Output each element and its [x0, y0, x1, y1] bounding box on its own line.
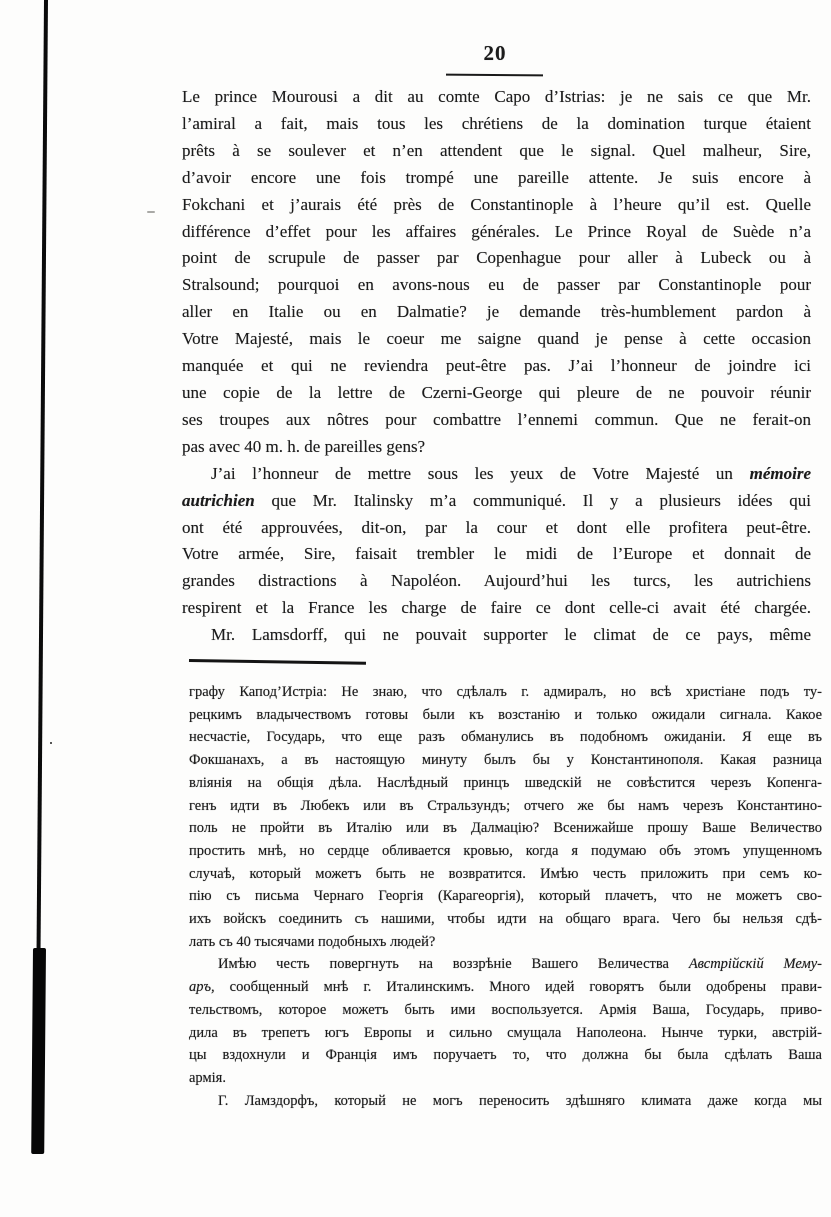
- text-segment: point de scrupule de passer par Copenhague pour aller à Lubeck ou à: [182, 248, 811, 268]
- text-line: [189, 931, 822, 954]
- russian-footnote-block: [189, 681, 822, 1112]
- text-line: [189, 863, 822, 886]
- text-line: [182, 407, 811, 434]
- text-segment: ont été approuvées, dit-on, par la cour et dont elle profitera peut-être.: [182, 517, 811, 537]
- text-segment: Имѣю честь повергнуть на воззрѣніе Вашего Величества: [218, 956, 689, 973]
- text-segment: pas avec 40 m. h. de pareilles gens?: [182, 436, 426, 456]
- text-segment: ихъ войскъ соединить съ нашими, чтобы идти на общаго врага. Чего бы нельзя сдѣ-: [189, 911, 822, 928]
- text-segment: Фокшанахъ, а въ настоящую минуту былъ бы у Константинополя. Какая разница: [189, 752, 822, 769]
- text-line: [182, 219, 811, 246]
- text-segment: графу Капод’Истріа: Не знаю, что сдѣлалъ г. адмиралъ, но всѣ христіане подъ ту-: [189, 684, 822, 700]
- text-segment: différence d’effet pour les affaires générales. Le Prince Royal de Suède n’a: [182, 221, 811, 241]
- text-segment: ses troupes aux nôtres pour combattre l’ennemi commun. Que ne ferait-on: [182, 409, 811, 429]
- ink-speck: [50, 742, 52, 744]
- text-line: [189, 953, 822, 976]
- text-line: [182, 488, 811, 515]
- text-line: [189, 885, 822, 908]
- binding-edge-artifact-thick: [31, 948, 46, 1154]
- text-segment: Votre armée, Sire, faisait trembler le midi de l’Europe et donnait de: [182, 544, 811, 564]
- text-segment: prêts à se soulever et n’en attendent que le signal. Quel malheur, Sire,: [182, 140, 811, 160]
- text-segment: дила въ трепетъ югъ Европы и сильно смущала Наполеона. Нынче турки, австрій-: [189, 1024, 822, 1041]
- text-line: [189, 749, 822, 772]
- emphasized-text: mémoire: [749, 463, 811, 483]
- text-line: [189, 795, 822, 818]
- text-line: [189, 1090, 822, 1113]
- text-segment: d’avoir encore une fois trompé une pareille attente. Je suis encore à: [182, 167, 811, 187]
- text-line: [182, 272, 811, 299]
- text-line: [189, 726, 822, 749]
- emphasized-text: autrichien: [182, 490, 255, 510]
- text-segment: Fokchani et j’aurais été près de Constantinople à l’heure qu’il est. Quelle: [182, 194, 811, 214]
- text-line: [182, 461, 811, 488]
- emphasized-text: Австрійскій Мему-: [688, 956, 823, 973]
- text-line: [189, 908, 822, 931]
- page-number: 20: [483, 41, 507, 65]
- text-segment: сообщенный мнѣ г. Италинскимъ. Много идей говорятъ были одобрены прави-: [214, 979, 822, 996]
- text-line: [189, 1067, 822, 1090]
- text-line: [182, 541, 811, 568]
- text-segment: Votre Majesté, mais le coeur me saigne quand je pense à cette occasion: [182, 329, 811, 349]
- text-line: [182, 515, 811, 542]
- text-line: [189, 1044, 822, 1067]
- text-line: [189, 772, 822, 795]
- text-line: [182, 622, 811, 649]
- text-line: [182, 568, 811, 595]
- text-segment: случаѣ, который можетъ быть не возвратится. Имѣю честь приложить при семъ ко-: [189, 865, 822, 882]
- text-line: [189, 681, 822, 704]
- text-line: [182, 595, 811, 622]
- text-segment: цы вздохнули и Франція имъ поручаетъ то, что должна бы была сдѣлать Ваша: [189, 1047, 822, 1064]
- text-line: [182, 245, 811, 272]
- text-line: [182, 380, 811, 407]
- text-segment: несчастіе, Государь, что еще разъ обманулись въ подобномъ ожиданіи. Я еще въ: [189, 729, 822, 746]
- text-line: [182, 84, 811, 111]
- text-line: [182, 165, 811, 192]
- text-line: [182, 434, 811, 461]
- text-segment: простить мнѣ, но сердце обливается кровью, когда я подумаю объ этомъ упущенномъ: [189, 842, 822, 859]
- text-segment: J’ai l’honneur de mettre sous les yeux de Votre Majesté un: [211, 463, 750, 483]
- text-segment: Le prince Mourousi a dit au comte Capo d’Istrias: je ne sais ce que Mr.: [182, 87, 811, 106]
- text-line: [189, 976, 822, 999]
- binding-edge-artifact-thin: [36, 0, 48, 958]
- french-text-block: [182, 84, 811, 649]
- text-line: [182, 138, 811, 165]
- text-segment: рецкимъ владычествомъ готовы были къ возстанію и только ожидали сигнала. Какое: [189, 706, 822, 723]
- text-segment: manquée et qui ne reviendra peut-être pas. J’ai l’honneur de joindre ici: [182, 356, 811, 376]
- text-segment: grandes distractions à Napoléon. Aujourd’hui les turcs, les autrichiens: [182, 571, 811, 591]
- text-segment: respirent et la France les charge de faire ce dont celle-ci avait été chargée.: [182, 598, 811, 618]
- text-line: [189, 840, 822, 863]
- text-line: [189, 704, 822, 727]
- text-line: [182, 111, 811, 138]
- text-line: [182, 326, 811, 353]
- text-segment: вліянія на общія дѣла. Наслѣдный принцъ шведскій не совѣстится черезъ Копенга-: [189, 774, 822, 791]
- text-line: [182, 353, 811, 380]
- text-line: [189, 1022, 822, 1045]
- text-segment: пію съ письма Чернаго Георгія (Карагеоргія), который плачетъ, что не можетъ сво-: [189, 888, 822, 905]
- footnote-separator-rule: [189, 659, 366, 664]
- text-segment: генъ идти въ Любекъ или въ Стральзундъ; отчего же бы намъ черезъ Константино-: [189, 797, 822, 814]
- text-segment: Stralsound; pourquoi en avons-nous eu de passer par Constantinople pour: [182, 275, 811, 295]
- text-segment: aller en Italie ou en Dalmatie? je demande très-humblement pardon à: [182, 302, 811, 322]
- text-segment: l’amiral a fait, mais tous les chrétiens de la domination turque étaient: [182, 113, 811, 133]
- text-line: [182, 299, 811, 326]
- emphasized-text: аръ,: [189, 979, 215, 996]
- text-segment: поль не пройти въ Италію или въ Далмацію? Всенижайше прошу Ваше Величество: [189, 820, 822, 837]
- stray-mark: [147, 211, 155, 213]
- text-line: [182, 192, 811, 219]
- text-segment: que Mr. Italinsky m’a communiqué. Il y a plusieurs idées qui: [254, 490, 811, 510]
- text-line: [189, 817, 822, 840]
- text-segment: Mr. Lamsdorff, qui ne pouvait supporter le climat de ce pays, même: [211, 625, 811, 645]
- text-segment: армія.: [189, 1069, 226, 1086]
- text-line: [189, 999, 822, 1022]
- page-number-underline: [446, 74, 543, 77]
- text-segment: Г. Ламздорфъ, который не могъ переносить здѣшняго климата даже когда мы: [218, 1092, 822, 1109]
- text-segment: une copie de la lettre de Czerni-George qui pleure de ne pouvoir réunir: [182, 382, 811, 402]
- text-segment: тельствомъ, которое можетъ быть ими воспользуется. Армія Ваша, Государь, приво-: [189, 1001, 822, 1018]
- text-segment: лать съ 40 тысячами подобныхъ людей?: [189, 933, 436, 950]
